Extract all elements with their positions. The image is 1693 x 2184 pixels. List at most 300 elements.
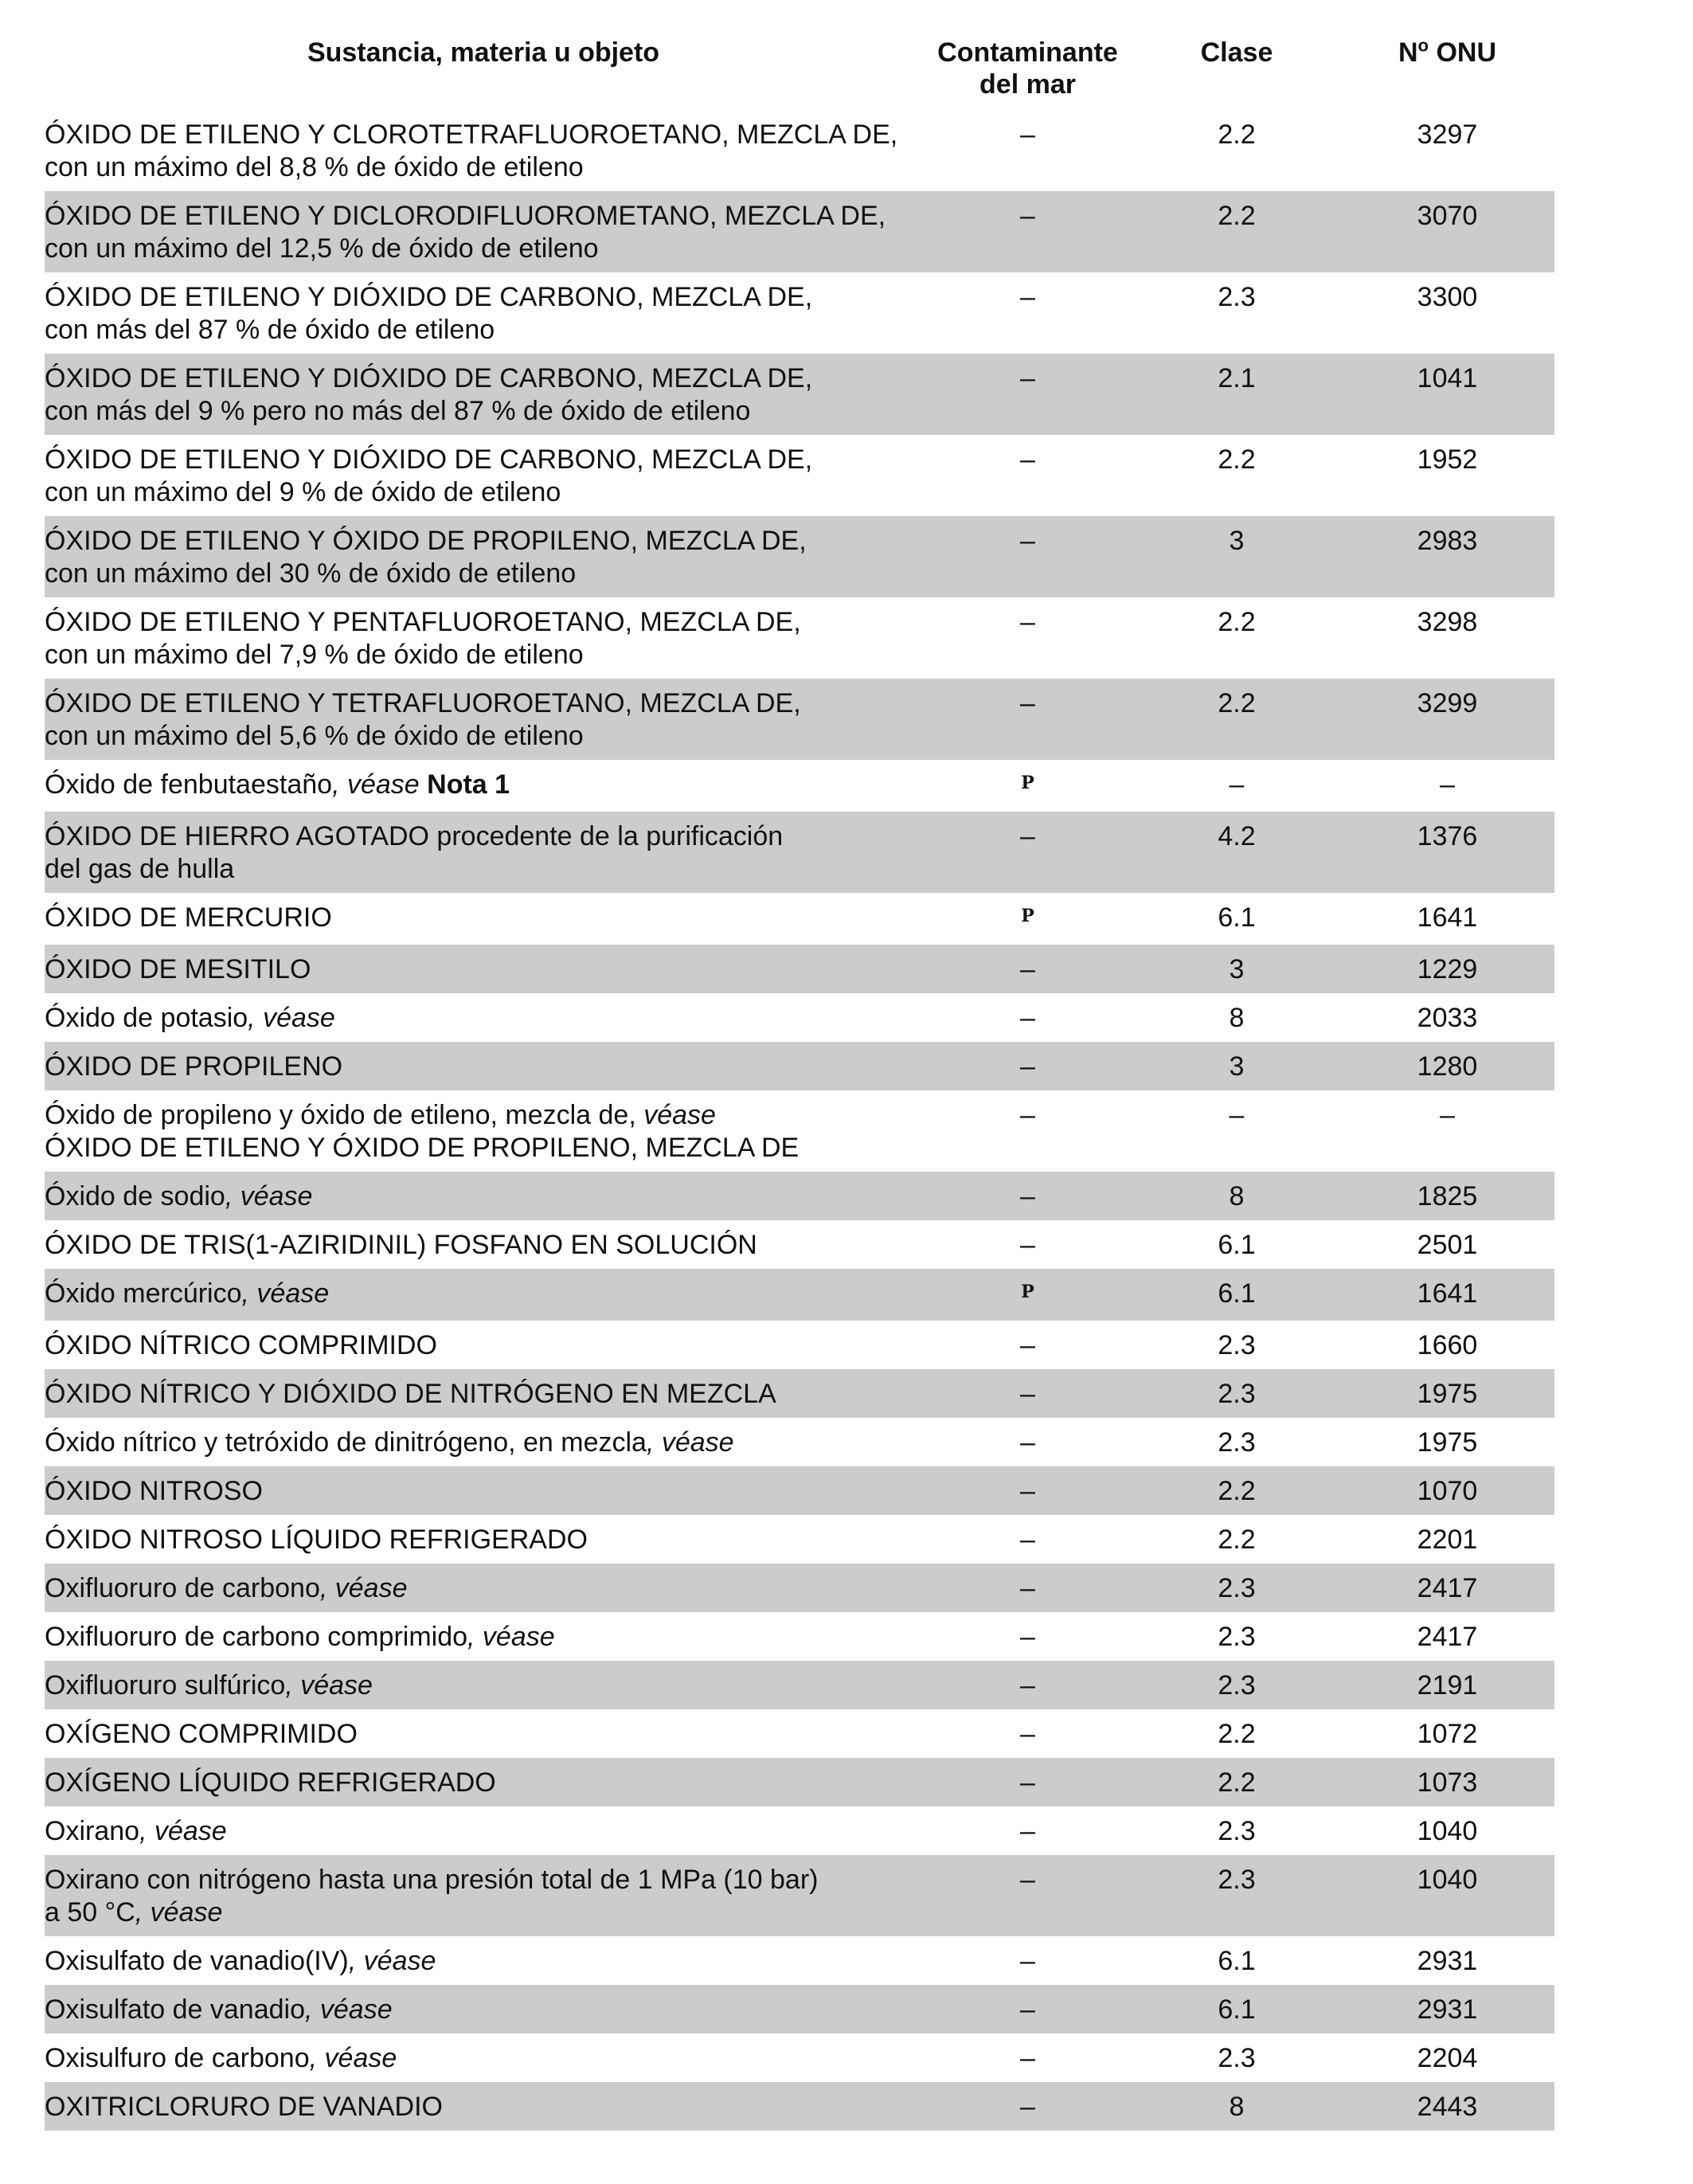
table-row: [45, 945, 1554, 993]
substance-name-cell: [45, 1269, 922, 1321]
marine-pollutant-dash: –: [1020, 1476, 1035, 1506]
vease-reference: , véase: [348, 1946, 436, 1976]
class-cell: 2.3: [1218, 1622, 1256, 1652]
substance-name-line: [45, 1099, 922, 1132]
table-body: [45, 110, 1554, 2131]
marine-pollutant-dash: –: [1020, 1946, 1035, 1976]
class-cell: 2.2: [1133, 191, 1340, 272]
marine-pollutant-dash: –: [1020, 821, 1035, 851]
marine-pollutant-cell: [922, 1936, 1133, 1985]
marine-pollutant-dash: –: [1020, 201, 1035, 231]
substance-name-cell: [45, 1806, 922, 1855]
table-row: [45, 597, 1554, 679]
un-number-cell: 1040: [1340, 1855, 1554, 1936]
substance-name-text: ÓXIDO DE ETILENO Y DIÓXIDO DE CARBONO, MEZCLA DE,: [45, 282, 813, 312]
marine-pollutant-mark: P: [1021, 906, 1034, 926]
class-cell: 2.1: [1133, 354, 1340, 435]
substance-name-line: [45, 314, 922, 346]
un-number-cell: 2931: [1417, 1946, 1478, 1976]
substance-name-text: OXÍGENO LÍQUIDO REFRIGERADO: [45, 1767, 496, 1798]
substance-name-text: ÓXIDO DE ETILENO Y ÓXIDO DE PROPILENO, MEZCLA DE,: [45, 526, 807, 556]
marine-pollutant-dash: –: [1020, 2092, 1035, 2122]
un-number-cell: 3297: [1417, 119, 1478, 150]
substance-name-line: [45, 1572, 922, 1605]
table-row: [45, 110, 1554, 191]
substance-name-text: con un máximo del 7,9 % de óxido de etileno: [45, 640, 584, 670]
vease-reference: , véase: [646, 1427, 734, 1458]
marine-pollutant-dash: –: [1020, 1622, 1035, 1652]
vease-reference: , véase: [285, 1670, 373, 1701]
substance-name-line: [45, 1718, 922, 1751]
vease-reference: véase: [635, 1100, 716, 1130]
marine-pollutant-cell: [922, 993, 1133, 1042]
substance-name-line: [45, 1051, 922, 1083]
marine-pollutant-cell: [922, 1806, 1133, 1855]
header-un-rest: ONU: [1429, 37, 1496, 68]
substance-name-line: [45, 1864, 922, 1896]
substance-name-line: [45, 1180, 922, 1213]
substance-name-line: [45, 476, 922, 509]
substance-name-text: ÓXIDO DE MERCURIO: [45, 902, 332, 933]
substance-name-text: Óxido de sodio: [45, 1181, 225, 1211]
substance-name-text: con un máximo del 8,8 % de óxido de etileno: [45, 152, 584, 182]
class-cell: 2.2: [1218, 607, 1256, 637]
class-cell: 2.2: [1218, 119, 1256, 150]
substance-name-text: con un máximo del 9 % de óxido de etileno: [45, 477, 561, 507]
un-number-cell: 1975: [1340, 1369, 1554, 1418]
substance-name-line: [45, 1329, 922, 1362]
marine-pollutant-mark: P: [1021, 1282, 1034, 1302]
vease-reference: , véase: [135, 1897, 223, 1928]
marine-pollutant-dash: –: [1020, 282, 1035, 312]
un-number-cell: 3070: [1340, 191, 1554, 272]
marine-pollutant-dash: –: [1020, 1181, 1035, 1211]
class-cell: 2.2: [1133, 1466, 1340, 1515]
un-number-cell: 1280: [1340, 1042, 1554, 1090]
substance-name-cell: [45, 760, 922, 812]
header-marine-pollutant-line1: Contaminante: [937, 37, 1118, 68]
substance-name-text: con un máximo del 12,5 % de óxido de etileno: [45, 233, 599, 264]
class-cell: 6.1: [1218, 1946, 1256, 1976]
substance-name-text: ÓXIDO DE ETILENO Y CLOROTETRAFLUOROETANO, MEZCLA DE,: [45, 119, 898, 150]
substance-name-text: ÓXIDO DE ETILENO Y DICLORODIFLUOROMETANO, MEZCLA DE,: [45, 201, 886, 231]
header-marine-pollutant-line2: del mar: [979, 69, 1076, 100]
marine-pollutant-mark: P: [1021, 773, 1034, 793]
un-number-cell: 1641: [1417, 902, 1478, 933]
table-row: [45, 1042, 1554, 1090]
class-cell: 2.3: [1133, 1661, 1340, 1709]
substance-name-text: ÓXIDO DE PROPILENO: [45, 1051, 343, 1082]
un-number-cell: 2417: [1417, 1622, 1478, 1652]
vease-reference: , véase: [248, 1003, 335, 1033]
substance-name-text: del gas de hulla: [45, 854, 235, 884]
substance-name-cell: [45, 2033, 922, 2082]
substance-name-text: Oxifluoruro de carbono comprimido: [45, 1622, 468, 1652]
substance-name-cell: [45, 597, 922, 679]
marine-pollutant-cell: [922, 110, 1133, 191]
table-row: [45, 1418, 1554, 1466]
table-row: [45, 272, 1554, 354]
class-cell: 2.2: [1218, 1524, 1256, 1555]
marine-pollutant-dash: –: [1020, 363, 1035, 393]
marine-pollutant-cell: [922, 760, 1133, 812]
marine-pollutant-cell: [922, 2033, 1133, 2082]
un-number-cell: 2191: [1340, 1661, 1554, 1709]
header-substance: [45, 32, 922, 110]
substance-name-line: [45, 1002, 922, 1035]
substance-name-cell: [45, 1369, 922, 1418]
un-number-cell: 2033: [1417, 1003, 1478, 1033]
class-cell: 2.3: [1133, 1564, 1340, 1612]
marine-pollutant-cell: [922, 679, 1133, 760]
un-number-cell: 1641: [1340, 1269, 1554, 1321]
marine-pollutant-cell: [922, 191, 1133, 272]
un-number-cell: 1952: [1417, 444, 1478, 475]
substance-name-line: [45, 1378, 922, 1411]
table-row: [45, 1985, 1554, 2033]
substance-name-text: ÓXIDO NITROSO LÍQUIDO REFRIGERADO: [45, 1524, 588, 1555]
class-cell: 2.3: [1218, 2043, 1256, 2073]
un-number-cell: 2417: [1340, 1564, 1554, 1612]
substance-name-line: [45, 902, 922, 934]
un-number-cell: 1229: [1340, 945, 1554, 993]
marine-pollutant-cell: [922, 1042, 1133, 1090]
marine-pollutant-cell: [922, 893, 1133, 945]
marine-pollutant-cell: [922, 354, 1133, 435]
substance-name-cell: [45, 1090, 922, 1172]
marine-pollutant-cell: [922, 1612, 1133, 1661]
marine-pollutant-dash: –: [1020, 1767, 1035, 1798]
table-row: [45, 2033, 1554, 2082]
substance-name-line: [45, 1524, 922, 1556]
marine-pollutant-dash: –: [1020, 1330, 1035, 1360]
table-row: [45, 1758, 1554, 1806]
un-number-cell: 2501: [1417, 1230, 1478, 1260]
substance-name-cell: [45, 354, 922, 435]
un-number-cell: 2443: [1340, 2082, 1554, 2131]
table-row: [45, 1466, 1554, 1515]
vease-reference: , véase: [304, 1994, 393, 2025]
substance-name-cell: [45, 1709, 922, 1758]
un-number-cell: 1975: [1417, 1427, 1478, 1458]
marine-pollutant-dash: –: [1020, 1994, 1035, 2025]
substance-name-text: ÓXIDO NITROSO: [45, 1476, 263, 1506]
substance-name-text: Óxido de fenbutaestaño: [45, 769, 333, 800]
substance-name-line: [45, 853, 922, 886]
marine-pollutant-cell: [922, 945, 1133, 993]
un-number-cell: 1660: [1417, 1330, 1478, 1360]
marine-pollutant-cell: [922, 1321, 1133, 1369]
substance-name-text: Oxifluoruro sulfúrico: [45, 1670, 286, 1701]
substance-name-text: Oxirano: [45, 1816, 140, 1846]
substance-name-cell: [45, 812, 922, 893]
marine-pollutant-cell: [922, 1269, 1133, 1321]
substance-name-cell: [45, 191, 922, 272]
un-number-cell: 1072: [1417, 1719, 1478, 1749]
substance-name-text: Óxido nítrico y tetróxido de dinitrógeno, en mezcla: [45, 1427, 647, 1458]
marine-pollutant-cell: [922, 1855, 1133, 1936]
table-row: [45, 812, 1554, 893]
substance-name-line: [45, 395, 922, 428]
vease-reference: , véase: [467, 1622, 555, 1652]
substance-name-text: OXÍGENO COMPRIMIDO: [45, 1719, 358, 1749]
substance-name-cell: [45, 1612, 922, 1661]
class-cell: 8: [1133, 2082, 1340, 2131]
marine-pollutant-cell: [922, 1515, 1133, 1564]
substance-name-cell: [45, 893, 922, 945]
substance-name-cell: [45, 1564, 922, 1612]
marine-pollutant-cell: [922, 516, 1133, 597]
substance-name-text: Óxido de propileno y óxido de etileno, mezcla de,: [45, 1100, 636, 1130]
substance-name-text: con un máximo del 30 % de óxido de etileno: [45, 558, 577, 589]
substance-name-line: [45, 1896, 922, 1929]
marine-pollutant-dash: –: [1020, 1427, 1035, 1458]
document-page: [45, 32, 1554, 2131]
header-un-n: N: [1398, 37, 1418, 68]
class-cell: 4.2: [1133, 812, 1340, 893]
substance-name-cell: [45, 1855, 922, 1936]
substance-name-cell: [45, 993, 922, 1042]
class-cell: 3: [1133, 1042, 1340, 1090]
class-cell: 6.1: [1133, 1985, 1340, 2033]
substance-name-line: [45, 953, 922, 986]
marine-pollutant-cell: [922, 435, 1133, 516]
class-cell: 2.3: [1218, 1427, 1256, 1458]
substance-name-line: [45, 444, 922, 476]
header-un-sup: o: [1417, 35, 1429, 56]
header-un-number: [1340, 32, 1554, 110]
class-cell: 8: [1229, 1003, 1245, 1033]
table-row: [45, 354, 1554, 435]
class-cell: 3: [1133, 945, 1340, 993]
vease-reference: , véase: [225, 1181, 313, 1211]
table-row: [45, 893, 1554, 945]
class-cell: 6.1: [1218, 902, 1256, 933]
class-cell: 6.1: [1133, 1269, 1340, 1321]
vease-reference: , véase: [309, 2043, 397, 2073]
marine-pollutant-cell: [922, 1985, 1133, 2033]
substance-name-line: [45, 1132, 922, 1164]
table-row: [45, 993, 1554, 1042]
un-number-cell: 1825: [1340, 1172, 1554, 1220]
table-row: [45, 1806, 1554, 1855]
class-cell: 2.3: [1218, 1330, 1256, 1360]
marine-pollutant-dash: –: [1020, 1719, 1035, 1749]
marine-pollutant-dash: –: [1020, 1524, 1035, 1555]
substance-name-cell: [45, 1418, 922, 1466]
table-row: [45, 1269, 1554, 1321]
substance-name-line: [45, 1767, 922, 1799]
substance-name-cell: [45, 945, 922, 993]
substance-name-cell: [45, 1321, 922, 1369]
marine-pollutant-cell: [922, 1564, 1133, 1612]
un-number-cell: 1376: [1340, 812, 1554, 893]
marine-pollutant-dash: –: [1020, 954, 1035, 984]
table-row: [45, 1321, 1554, 1369]
un-number-cell: 1041: [1340, 354, 1554, 435]
substance-name-cell: [45, 1515, 922, 1564]
vease-reference: , véase: [139, 1816, 227, 1846]
substance-name-cell: [45, 1936, 922, 1985]
marine-pollutant-dash: –: [1020, 1100, 1035, 1130]
class-cell: –: [1229, 769, 1245, 800]
marine-pollutant-cell: [922, 1466, 1133, 1515]
marine-pollutant-dash: –: [1020, 119, 1035, 150]
marine-pollutant-cell: [922, 2082, 1133, 2131]
vease-reference: , véase: [332, 769, 420, 800]
substance-name-line: [45, 200, 922, 233]
un-number-cell: 3299: [1340, 679, 1554, 760]
class-cell: 2.2: [1218, 444, 1256, 475]
substance-name-text: OXITRICLORURO DE VANADIO: [45, 2092, 443, 2122]
substance-name-text: con un máximo del 5,6 % de óxido de etileno: [45, 721, 584, 751]
substance-name-text: ÓXIDO DE ETILENO Y TETRAFLUOROETANO, MEZCLA DE,: [45, 688, 801, 718]
class-cell: 2.2: [1133, 1758, 1340, 1806]
marine-pollutant-dash: –: [1020, 1003, 1035, 1033]
substance-name-line: [45, 2042, 922, 2075]
header-class-label: Clase: [1200, 37, 1273, 68]
substance-name-line: [45, 820, 922, 853]
table-row: [45, 1612, 1554, 1661]
substance-name-text: ÓXIDO DE ETILENO Y DIÓXIDO DE CARBONO, MEZCLA DE,: [45, 363, 813, 393]
un-number-cell: 2204: [1417, 2043, 1478, 2073]
un-number-cell: 3298: [1417, 607, 1478, 637]
substance-name-text: con más del 87 % de óxido de etileno: [45, 315, 495, 345]
marine-pollutant-cell: [922, 1709, 1133, 1758]
class-cell: 2.3: [1133, 1369, 1340, 1418]
substance-name-cell: [45, 435, 922, 516]
class-cell: –: [1229, 1100, 1245, 1130]
substance-name-line: [45, 606, 922, 639]
substance-name-line: [45, 1229, 922, 1262]
table-row: [45, 1936, 1554, 1985]
marine-pollutant-dash: –: [1020, 688, 1035, 718]
table-row: [45, 1661, 1554, 1709]
substance-name-line: [45, 151, 922, 184]
marine-pollutant-cell: [922, 1172, 1133, 1220]
marine-pollutant-cell: [922, 597, 1133, 679]
substance-name-line: [45, 281, 922, 314]
substance-name-text: ÓXIDO DE MESITILO: [45, 954, 311, 984]
substance-name-line: [45, 639, 922, 671]
marine-pollutant-cell: [922, 1418, 1133, 1466]
marine-pollutant-dash: –: [1020, 1865, 1035, 1895]
table-row: [45, 1369, 1554, 1418]
table-header: [45, 32, 1554, 110]
marine-pollutant-dash: –: [1020, 1051, 1035, 1082]
un-number-cell: 2983: [1340, 516, 1554, 597]
marine-pollutant-cell: [922, 812, 1133, 893]
marine-pollutant-cell: [922, 1220, 1133, 1269]
substance-name-line: [45, 1621, 922, 1654]
class-cell: 2.2: [1218, 1719, 1256, 1749]
marine-pollutant-cell: [922, 1661, 1133, 1709]
substance-name-cell: [45, 1042, 922, 1090]
table-row: [45, 1220, 1554, 1269]
header-marine-pollutant: [922, 32, 1133, 110]
un-number-cell: 2201: [1417, 1524, 1478, 1555]
substance-name-cell: [45, 1172, 922, 1220]
marine-pollutant-dash: –: [1020, 1670, 1035, 1701]
substance-name-line: [45, 1994, 922, 2026]
substance-name-cell: [45, 1985, 922, 2033]
note-reference: Nota 1: [419, 769, 510, 800]
substance-name-line: [45, 2091, 922, 2123]
substance-name-text: Oxirano con nitrógeno hasta una presión total de 1 MPa (10 bar): [45, 1865, 819, 1895]
un-number-cell: 2931: [1340, 1985, 1554, 2033]
table-row: [45, 1090, 1554, 1172]
table-row: [45, 191, 1554, 272]
substance-table: [45, 32, 1554, 2131]
substance-name-text: Óxido mercúrico: [45, 1278, 242, 1309]
marine-pollutant-cell: [922, 1369, 1133, 1418]
marine-pollutant-dash: –: [1020, 607, 1035, 637]
substance-name-text: con más del 9 % pero no más del 87 % de óxido de etileno: [45, 396, 751, 426]
substance-name-cell: [45, 1220, 922, 1269]
marine-pollutant-dash: –: [1020, 2043, 1035, 2073]
marine-pollutant-dash: –: [1020, 444, 1035, 475]
substance-name-text: Oxisulfuro de carbono: [45, 2043, 310, 2073]
table-row: [45, 435, 1554, 516]
substance-name-line: [45, 720, 922, 753]
substance-name-text: Oxisulfato de vanadio(IV): [45, 1946, 349, 1976]
header-class: [1133, 32, 1340, 110]
un-number-cell: 3300: [1417, 282, 1478, 312]
un-number-cell: –: [1440, 1100, 1455, 1130]
substance-name-text: ÓXIDO NÍTRICO COMPRIMIDO: [45, 1330, 437, 1360]
substance-name-line: [45, 769, 922, 801]
substance-name-cell: [45, 110, 922, 191]
un-number-cell: –: [1440, 769, 1455, 800]
substance-name-line: [45, 1427, 922, 1459]
substance-name-line: [45, 525, 922, 558]
class-cell: 2.2: [1133, 679, 1340, 760]
table-row: [45, 516, 1554, 597]
un-number-cell: 1070: [1340, 1466, 1554, 1515]
table-row: [45, 1515, 1554, 1564]
substance-name-line: [45, 362, 922, 395]
substance-name-line: [45, 1815, 922, 1848]
table-row: [45, 1709, 1554, 1758]
marine-pollutant-dash: –: [1020, 1230, 1035, 1260]
substance-name-line: [45, 233, 922, 265]
substance-name-text: ÓXIDO DE ETILENO Y ÓXIDO DE PROPILENO, MEZCLA DE: [45, 1133, 800, 1163]
substance-name-text: Oxisulfato de vanadio: [45, 1994, 305, 2025]
marine-pollutant-dash: –: [1020, 1573, 1035, 1603]
table-row: [45, 1855, 1554, 1936]
substance-name-cell: [45, 516, 922, 597]
marine-pollutant-cell: [922, 1090, 1133, 1172]
substance-name-line: [45, 1278, 922, 1310]
substance-name-text: Oxifluoruro de carbono: [45, 1573, 320, 1603]
substance-name-cell: [45, 1758, 922, 1806]
table-row: [45, 2082, 1554, 2131]
table-row: [45, 1564, 1554, 1612]
class-cell: 6.1: [1218, 1230, 1256, 1260]
substance-name-text: a 50 °C: [45, 1897, 135, 1928]
table-row: [45, 679, 1554, 760]
substance-name-cell: [45, 2082, 922, 2131]
table-row: [45, 1172, 1554, 1220]
substance-name-cell: [45, 1466, 922, 1515]
substance-name-text: ÓXIDO DE HIERRO AGOTADO procedente de la purificación: [45, 821, 784, 851]
vease-reference: , véase: [241, 1278, 330, 1309]
class-cell: 8: [1133, 1172, 1340, 1220]
substance-name-text: ÓXIDO DE TRIS(1-AZIRIDINIL) FOSFANO EN SOLUCIÓN: [45, 1230, 757, 1260]
substance-name-line: [45, 558, 922, 590]
substance-name-line: [45, 1945, 922, 1978]
marine-pollutant-dash: –: [1020, 1379, 1035, 1409]
